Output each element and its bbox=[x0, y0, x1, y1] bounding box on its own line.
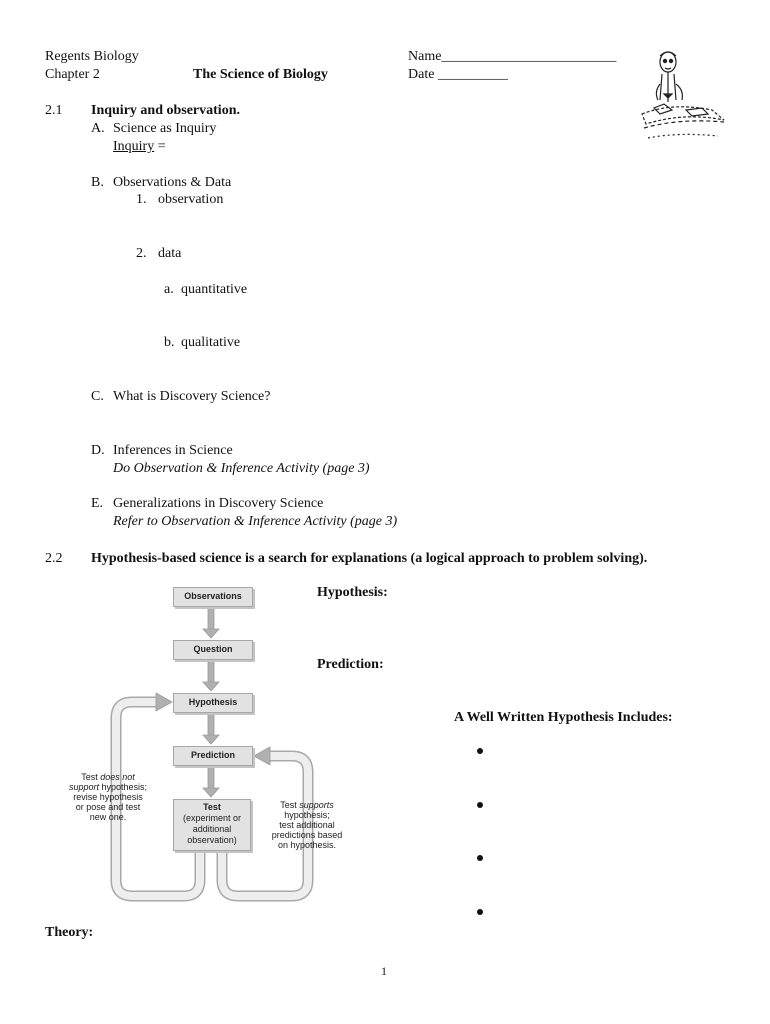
right-note-line-3: test additional bbox=[279, 820, 335, 830]
left-loop-note bbox=[58, 772, 158, 822]
left-note-line-3: revise hypothesis bbox=[73, 792, 143, 802]
section-number-2-2: 2.2 bbox=[45, 551, 63, 566]
section-heading-2-1: Inquiry and observation. bbox=[91, 103, 240, 118]
left-note-hypothesis: hypothesis; bbox=[99, 782, 148, 792]
test-line-2: (experiment or bbox=[182, 813, 242, 823]
inquiry-term: Inquiry bbox=[113, 139, 155, 154]
test-box bbox=[173, 799, 251, 851]
right-note-line-2: hypothesis; bbox=[284, 810, 330, 820]
item-e-note: Refer to Observation & Inference Activity (page 3) bbox=[113, 514, 398, 529]
item-b2b-letter: b. bbox=[164, 335, 175, 350]
section-number-2-1: 2.1 bbox=[45, 103, 63, 118]
item-c-text: What is Discovery Science? bbox=[113, 389, 271, 404]
observations-box: Observations bbox=[173, 587, 253, 607]
item-a-text: Science as Inquiry bbox=[113, 121, 217, 136]
test-title: Test bbox=[203, 802, 221, 812]
item-e-text: Generalizations in Discovery Science bbox=[113, 496, 324, 511]
left-note-test: Test bbox=[81, 772, 101, 782]
item-d-note: Do Observation & Inference Activity (page 3) bbox=[113, 461, 370, 476]
item-a-letter: A. bbox=[91, 121, 105, 136]
prediction-label: Prediction: bbox=[317, 657, 384, 672]
item-b-text: Observations & Data bbox=[113, 175, 232, 190]
arrow-question-hypothesis bbox=[208, 660, 214, 684]
page-title: The Science of Biology bbox=[193, 67, 328, 82]
left-note-line-4: or pose and test bbox=[75, 802, 141, 812]
right-note-supports: supports bbox=[299, 800, 334, 810]
item-b-letter: B. bbox=[91, 175, 104, 190]
right-loop-note bbox=[262, 800, 352, 850]
item-d-text: Inferences in Science bbox=[113, 443, 233, 458]
right-note-line-4: predictions based bbox=[271, 830, 343, 840]
item-b2b-text: qualitative bbox=[181, 335, 241, 350]
arrow-observations-question bbox=[208, 607, 214, 631]
right-note-test: Test bbox=[280, 800, 300, 810]
test-line-4: observation) bbox=[187, 835, 237, 845]
hypothesis-box: Hypothesis bbox=[173, 693, 253, 713]
course-name: Regents Biology bbox=[45, 49, 139, 64]
left-note-line-5: new one. bbox=[89, 812, 127, 822]
chapter-label: Chapter 2 bbox=[45, 67, 100, 82]
item-b1-number: 1. bbox=[136, 192, 147, 207]
well-written-heading: A Well Written Hypothesis Includes: bbox=[454, 710, 673, 725]
item-b2a-text: quantitative bbox=[181, 282, 248, 297]
name-field[interactable]: Name_________________________ bbox=[408, 49, 617, 64]
test-line-3: additional bbox=[192, 824, 232, 834]
date-field[interactable]: Date __________ bbox=[408, 67, 508, 82]
hypothesis-label: Hypothesis: bbox=[317, 585, 388, 600]
page-number: 1 bbox=[381, 964, 387, 978]
item-e-letter: E. bbox=[91, 496, 104, 511]
item-b2-text: data bbox=[158, 246, 182, 261]
left-note-support: support bbox=[68, 782, 99, 792]
inquiry-equals: = bbox=[154, 139, 166, 154]
theory-label: Theory: bbox=[45, 925, 94, 940]
arrow-hypothesis-prediction bbox=[208, 713, 214, 737]
item-b2a-letter: a. bbox=[164, 282, 174, 297]
item-d-letter: D. bbox=[91, 443, 105, 458]
section-heading-2-2: Hypothesis-based science is a search for explanations (a logical approach to problem solving). bbox=[91, 551, 648, 566]
item-c-letter: C. bbox=[91, 389, 104, 404]
item-b1-text: observation bbox=[158, 192, 224, 207]
question-box: Question bbox=[173, 640, 253, 660]
arrow-prediction-test bbox=[208, 766, 214, 790]
left-note-does-not: does not bbox=[100, 772, 135, 782]
prediction-box: Prediction bbox=[173, 746, 253, 766]
right-note-line-5: on hypothesis. bbox=[277, 840, 337, 850]
item-b2-number: 2. bbox=[136, 246, 147, 261]
